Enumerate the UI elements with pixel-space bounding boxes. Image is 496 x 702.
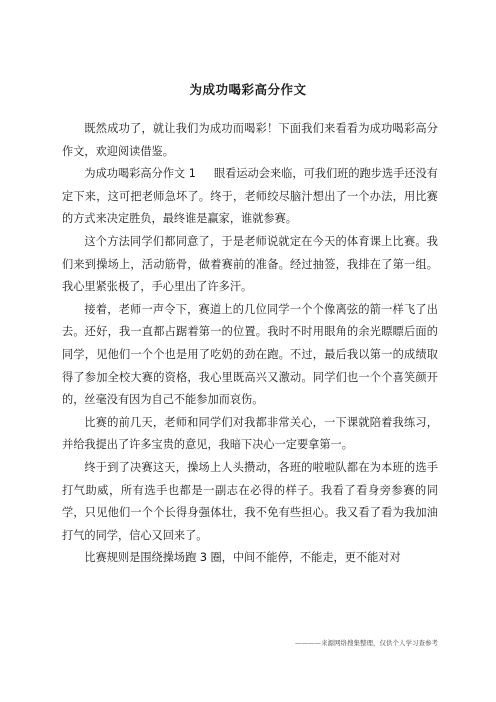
paragraph-6: 比赛规则是围绕操场跑 3 圈，中间不能停，不能走，更不能对对 [84, 551, 401, 565]
paragraph-1 [62, 163, 438, 231]
essay-label: 为成功喝彩高分作文 1 [84, 167, 196, 181]
paragraph-5: 终于到了决赛这天，操场上人头攒动，各班的啦啦队都在为本班的选手打气助威，所有选手也都是一副志在必得的样子。我看了看身旁参赛的同学，只见他们一个个长得身强体壮，我不免有些担心。我又看了看为我加油打气的同学，信心又回来了。 [62, 460, 438, 542]
document-title: 为成功喝彩高分作文 [189, 82, 307, 97]
source-footer-note: ————来源网络搜集整理，仅供个人学习查参考 [295, 639, 438, 647]
paragraph-2: 这个方法同学们都同意了，于是老师说就定在今天的体育课上比赛。我们来到操场上，活动筋骨，做着赛前的准备。经过抽签，我排在了第一组。我心里紧张极了，手心里出了许多汗。 [62, 234, 438, 294]
paragraph-intro: 既然成功了，就让我们为成功而喝彩！下面我们来看看为成功喝彩高分作文，欢迎阅读借鉴。 [62, 122, 438, 158]
paragraph-1-text: 眼看运动会来临，可我们班的跑步选手还没有定下来，这可把老师急坏了。终于，老师绞尽脑汁想出了一个办法，用比赛的方式来决定胜负，最终谁是赢家，谁就参赛。 [62, 167, 438, 226]
paragraph-3: 接着，老师一声令下，赛道上的几位同学一个个像离弦的箭一样飞了出去。还好，我一直都占踞着第一的位置。我时不时用眼角的余光瞟瞟后面的同学，见他们一个个也是用了吃奶的劲在跑。不过，最后我以第一的成绩取得了参加全校大赛的资格，我心里既高兴又激动。同学们也一个个喜笑颜开的，丝毫没有因为自己不能参加而哀伤。 [62, 302, 438, 407]
document-body [62, 118, 438, 570]
paragraph-4: 比赛的前几天，老师和同学们对我都非常关心，一下课就陪着我练习，并给我提出了许多宝贵的意见，我暗下决心一定要拿第一。 [62, 415, 438, 452]
